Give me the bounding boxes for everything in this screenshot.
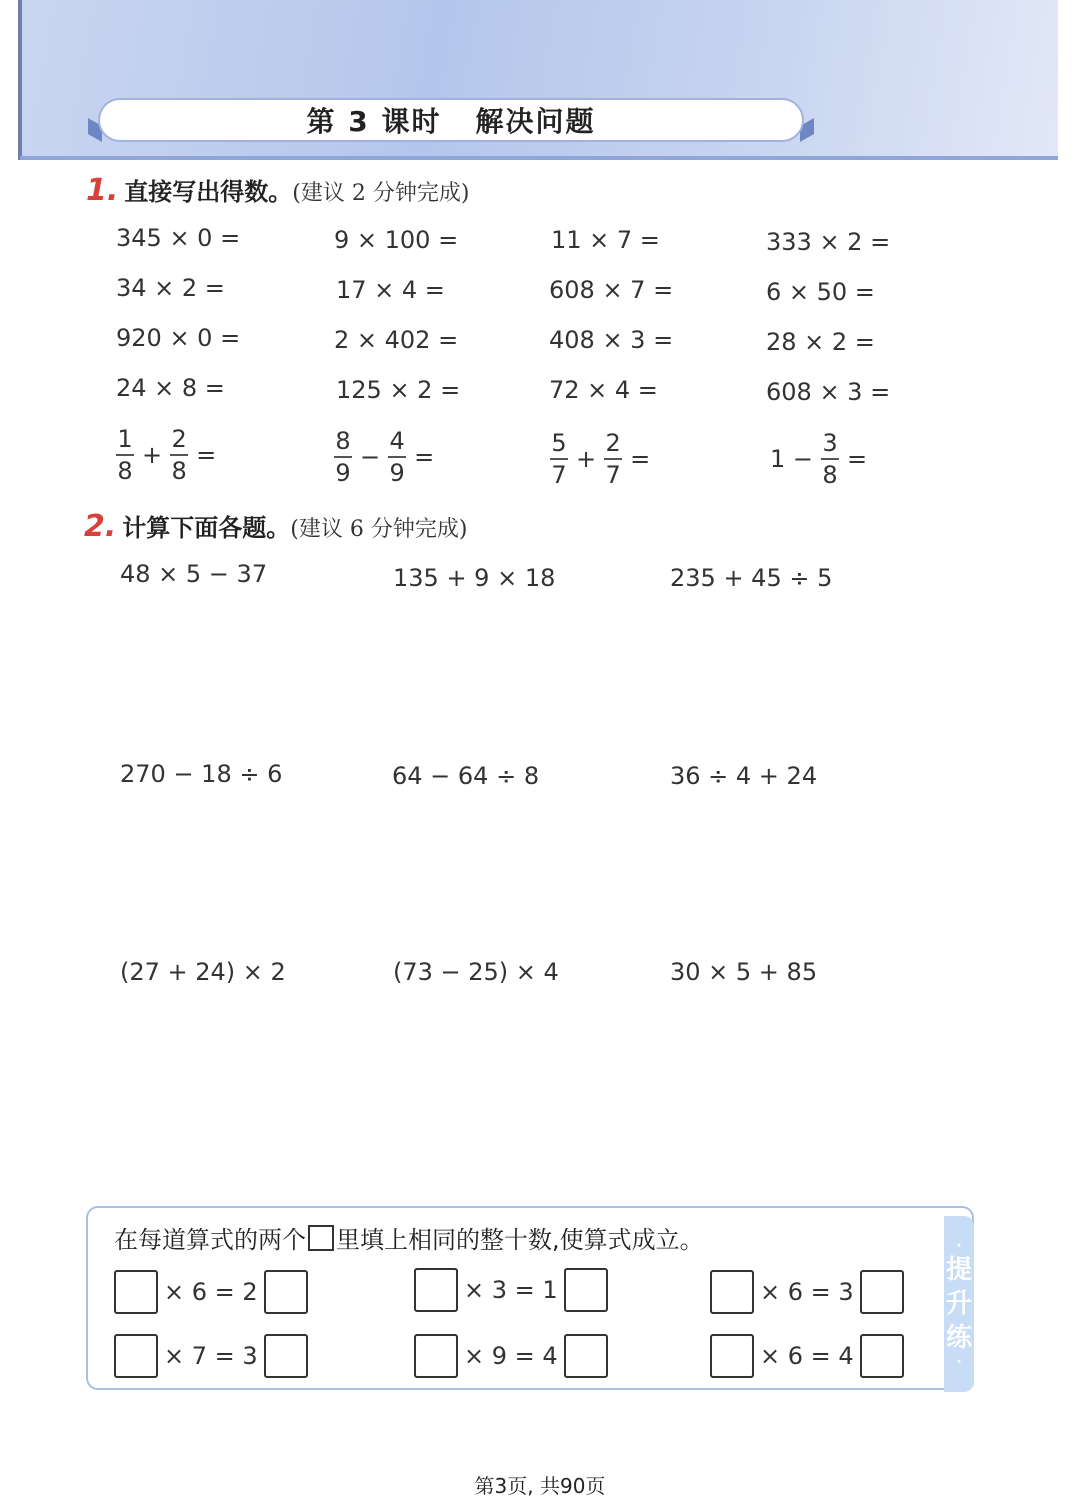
whole-minus: 1 −	[770, 445, 814, 473]
page-indicator: 第3页, 共90页	[474, 1474, 606, 1498]
answer-box[interactable]	[414, 1334, 458, 1378]
fill-equation	[414, 1268, 608, 1312]
mental-math-item: 9 × 100 =	[334, 226, 459, 254]
question-title: 直接写出得数。	[124, 178, 293, 206]
denominator: 8	[171, 457, 187, 485]
operator: +	[576, 445, 597, 473]
denominator: 7	[605, 461, 621, 489]
numerator: 5	[551, 429, 567, 457]
answer-box[interactable]	[564, 1334, 608, 1378]
calc-item: (27 + 24) × 2	[120, 958, 286, 986]
blank-box-icon	[308, 1225, 334, 1251]
fill-equation	[710, 1270, 904, 1314]
mental-math-item: 608 × 7 =	[549, 276, 674, 304]
practice-instruction	[114, 1220, 704, 1255]
fraction-item	[112, 424, 220, 486]
question-1-heading	[86, 172, 469, 208]
tab-char: 提	[945, 1255, 972, 1285]
denominator: 8	[822, 461, 838, 489]
calc-item: 48 × 5 − 37	[120, 560, 268, 588]
mental-math-item: 72 × 4 =	[549, 376, 658, 404]
calc-item: 235 + 45 ÷ 5	[670, 564, 833, 592]
instruction-text: 在每道算式的两个	[114, 1226, 306, 1254]
mental-math-item: 34 × 2 =	[116, 274, 225, 302]
equation-text: × 9 = 4	[464, 1342, 558, 1370]
answer-box[interactable]	[264, 1334, 308, 1378]
mental-math-item: 333 × 2 =	[766, 228, 891, 256]
mental-math-item: 2 × 402 =	[334, 326, 459, 354]
lesson-number: 第 3 课时	[306, 105, 442, 138]
operator: −	[360, 443, 381, 471]
numerator: 2	[605, 429, 621, 457]
denominator: 7	[551, 461, 567, 489]
denominator: 9	[389, 459, 405, 487]
calc-item: 64 − 64 ÷ 8	[392, 762, 540, 790]
equation-text: × 7 = 3	[164, 1342, 258, 1370]
question-2-heading	[84, 508, 467, 544]
mental-math-item: 125 × 2 =	[336, 376, 461, 404]
question-title: 计算下面各题。	[122, 514, 291, 542]
equals-sign: =	[414, 443, 435, 471]
fill-equation	[414, 1334, 608, 1378]
time-note: (建议 2 分钟完成)	[292, 181, 470, 206]
mental-math-item: 17 × 4 =	[336, 276, 445, 304]
time-note: (建议 6 分钟完成)	[290, 517, 468, 542]
equals-sign: =	[630, 445, 651, 473]
fraction-item	[330, 426, 438, 488]
denominator: 9	[335, 459, 351, 487]
calc-item: 270 − 18 ÷ 6	[120, 760, 283, 788]
answer-box[interactable]	[264, 1270, 308, 1314]
calc-item: 135 + 9 × 18	[393, 564, 556, 592]
banner-edge	[18, 0, 22, 160]
answer-box[interactable]	[710, 1334, 754, 1378]
answer-box[interactable]	[564, 1268, 608, 1312]
equals-sign: =	[196, 441, 217, 469]
equals-sign: =	[847, 445, 868, 473]
tab-char: 练	[945, 1323, 972, 1353]
numerator: 8	[335, 427, 351, 455]
calc-item: 36 ÷ 4 + 24	[670, 762, 818, 790]
calc-item: 30 × 5 + 85	[670, 958, 818, 986]
answer-box[interactable]	[414, 1268, 458, 1312]
mental-math-item: 6 × 50 =	[766, 278, 875, 306]
mental-math-item: 28 × 2 =	[766, 328, 875, 356]
fraction-item	[546, 428, 654, 490]
numerator: 3	[822, 429, 838, 457]
tab-char: 升	[945, 1289, 972, 1319]
equation-text: × 6 = 2	[164, 1278, 258, 1306]
equation-text: × 3 = 1	[464, 1276, 558, 1304]
answer-box[interactable]	[710, 1270, 754, 1314]
lesson-topic: 解决问题	[475, 105, 596, 138]
operator: +	[142, 441, 163, 469]
mental-math-item: 920 × 0 =	[116, 324, 241, 352]
mental-math-item: 11 × 7 =	[551, 226, 660, 254]
numerator: 1	[117, 425, 133, 453]
fraction-item	[766, 428, 871, 490]
denominator: 8	[117, 457, 133, 485]
banner-divider	[20, 156, 1058, 160]
fill-equation	[710, 1334, 904, 1378]
equation-text: × 6 = 4	[760, 1342, 854, 1370]
mental-math-item: 608 × 3 =	[766, 378, 891, 406]
calc-item: (73 − 25) × 4	[393, 958, 559, 986]
lesson-title	[98, 98, 804, 142]
fill-equation	[114, 1334, 308, 1378]
question-number: 1.	[86, 173, 119, 208]
answer-box[interactable]	[860, 1334, 904, 1378]
answer-box[interactable]	[114, 1270, 158, 1314]
mental-math-item: 24 × 8 =	[116, 374, 225, 402]
instruction-text: 里填上相同的整十数,使算式成立。	[336, 1226, 704, 1254]
fill-equation	[114, 1270, 308, 1314]
question-number: 2.	[84, 509, 117, 544]
mental-math-item: 345 × 0 =	[116, 224, 241, 252]
answer-box[interactable]	[114, 1334, 158, 1378]
numerator: 4	[389, 427, 405, 455]
practice-tab: · 提 升 练 ·	[944, 1216, 974, 1392]
equation-text: × 6 = 3	[760, 1278, 854, 1306]
answer-box[interactable]	[860, 1270, 904, 1314]
mental-math-item: 408 × 3 =	[549, 326, 674, 354]
numerator: 2	[171, 425, 187, 453]
